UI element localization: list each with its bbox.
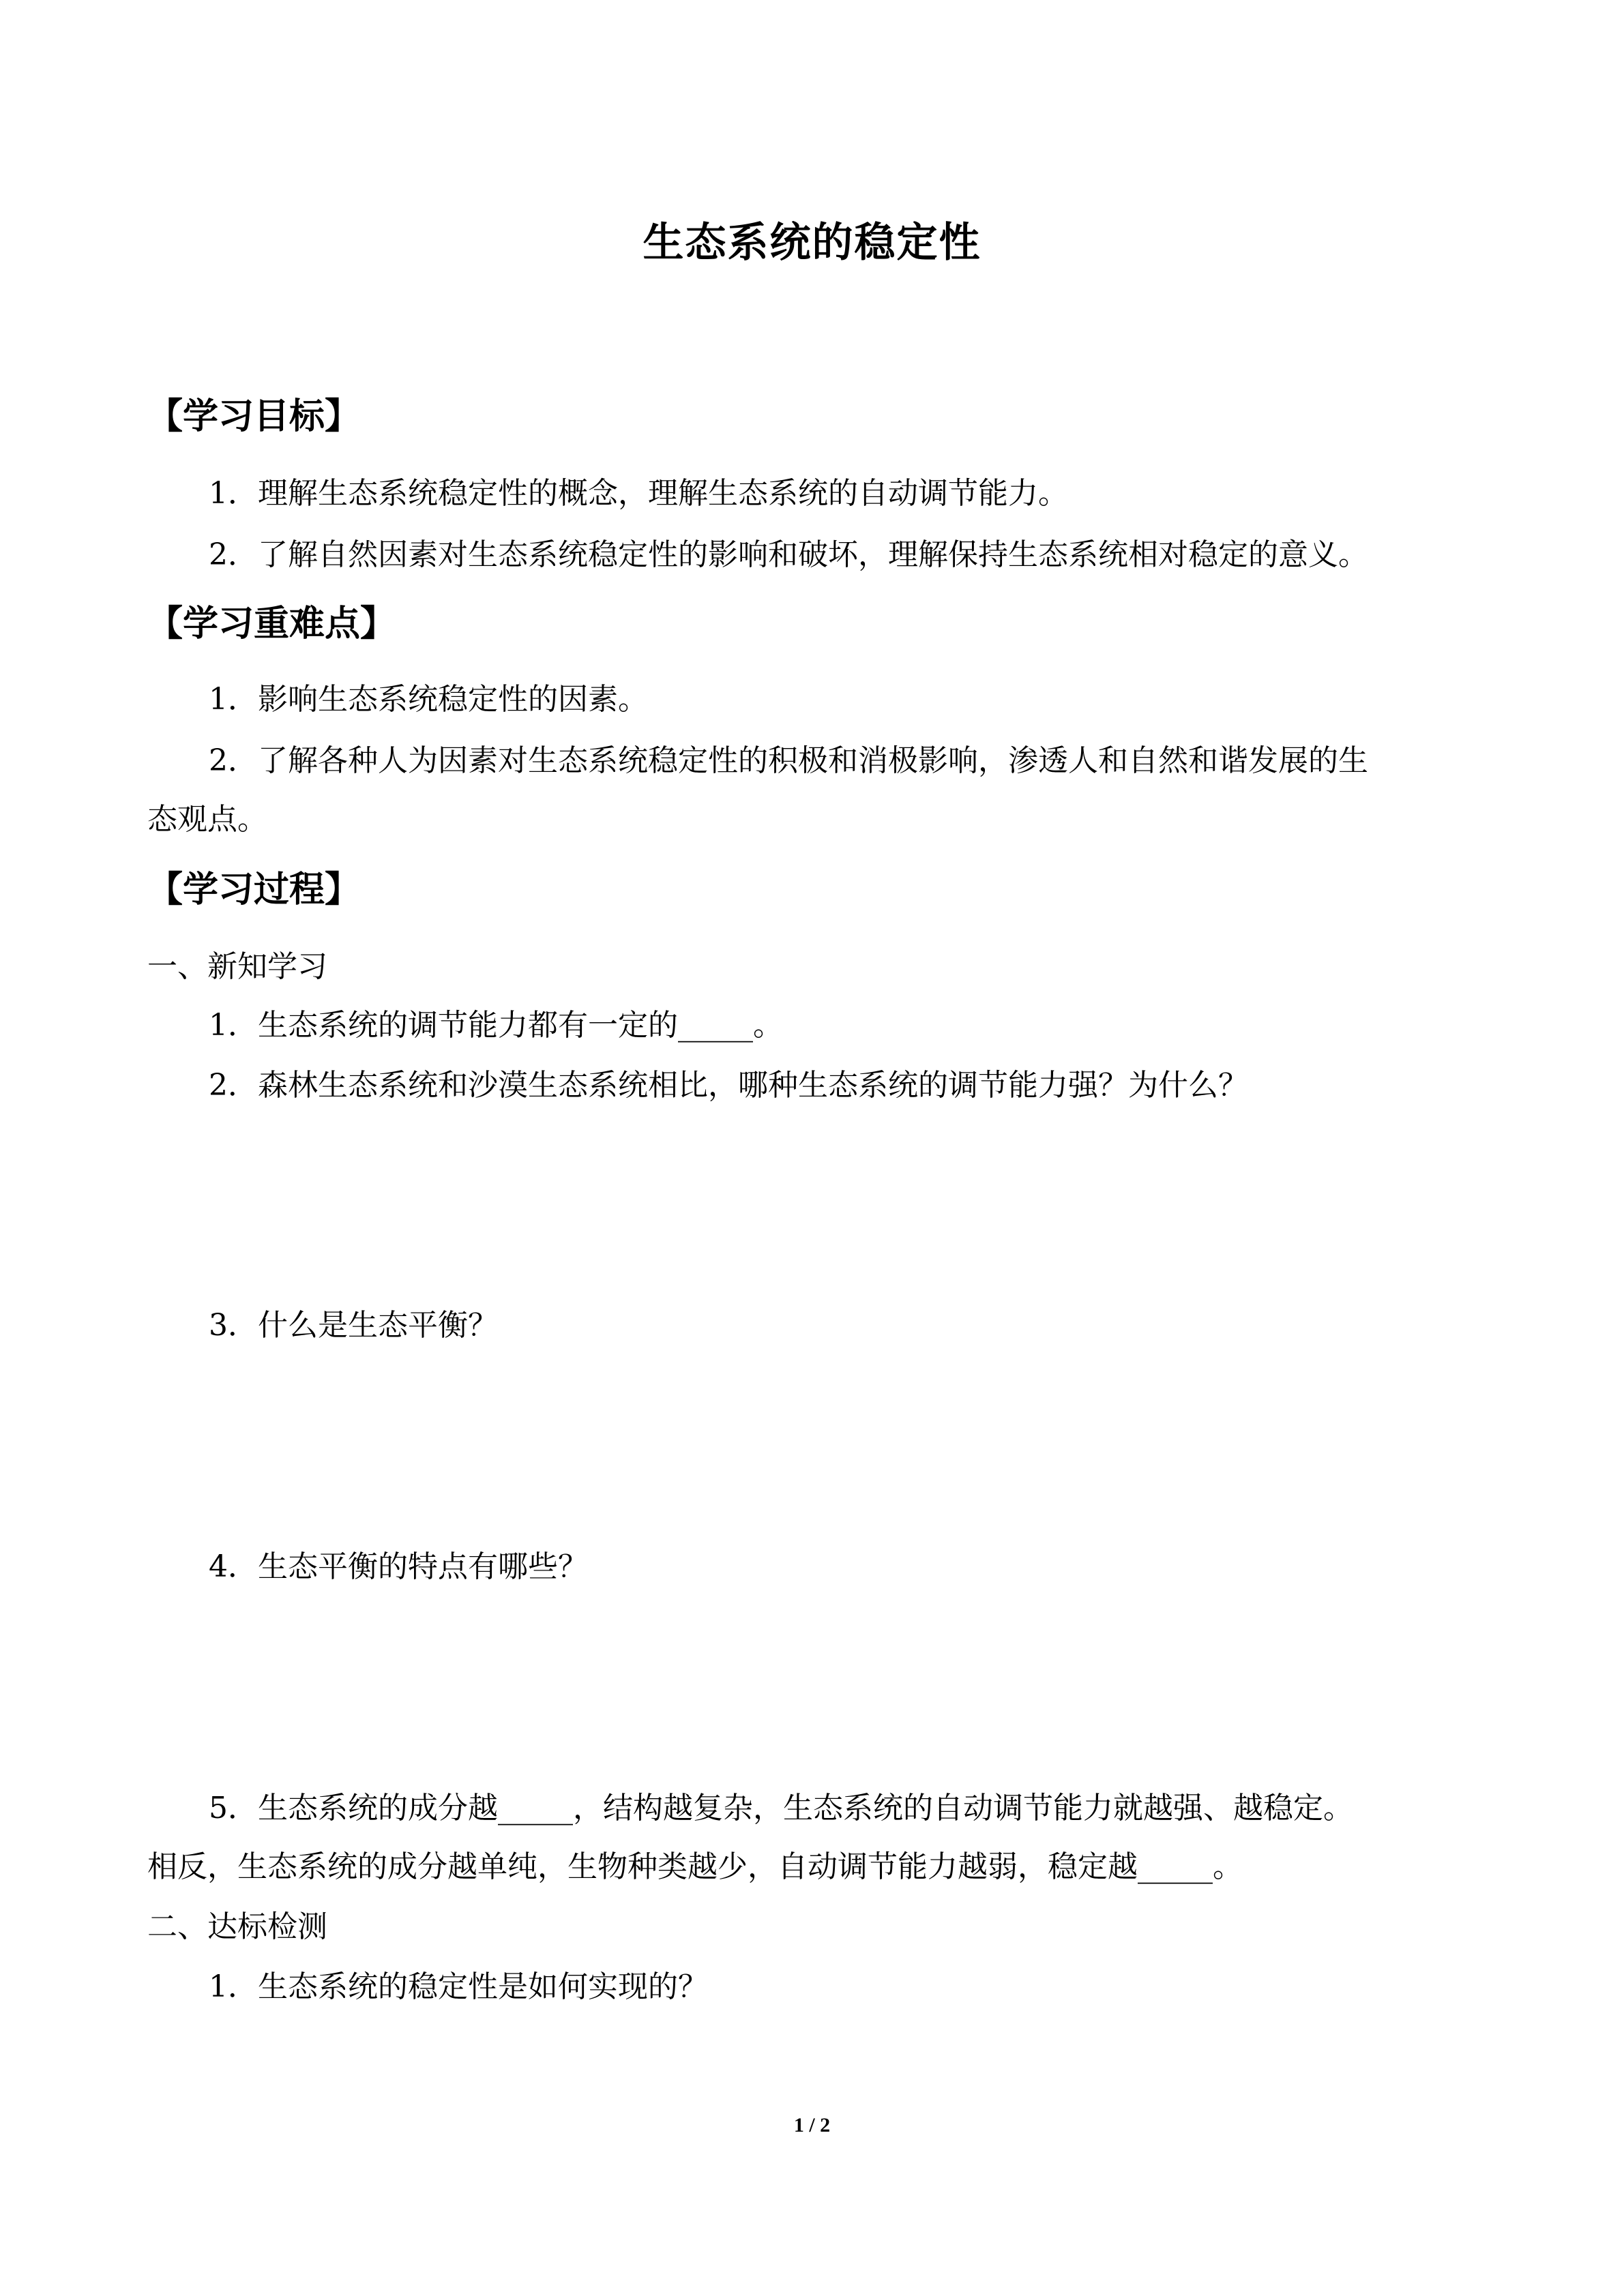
- question-5: 5．生态系统的成分越_____，结构越复杂，生态系统的自动调节能力就越强、越稳定。: [209, 1791, 1353, 1825]
- part2-title: 二、达标检测: [147, 1909, 327, 1944]
- objective-item-2: 2．了解自然因素对生态系统稳定性的影响和破坏，理解保持生态系统相对稳定的意义。: [209, 537, 1368, 572]
- question-1: 1．生态系统的调节能力都有一定的_____。: [209, 1008, 783, 1043]
- objective-item-1: 1．理解生态系统稳定性的概念，理解生态系统的自动调节能力。: [209, 476, 1068, 511]
- key-point-item-2-continued: 态观点。: [147, 802, 267, 837]
- question-3: 3．什么是生态平衡？: [209, 1308, 498, 1343]
- page-number: 1 / 2: [793, 2114, 831, 2136]
- question-4: 4．生态平衡的特点有哪些？: [209, 1549, 588, 1584]
- process-heading: 【学习过程】: [147, 869, 361, 910]
- page-title: 生态系统的稳定性: [643, 219, 981, 267]
- key-point-item-1: 1．影响生态系统稳定性的因素。: [209, 682, 648, 717]
- check-question-1: 1．生态系统的稳定性是如何实现的？: [209, 1969, 708, 2004]
- question-2: 2．森林生态系统和沙漠生态系统相比，哪种生态系统的调节能力强？为什么？: [209, 1068, 1248, 1103]
- key-point-item-2: 2．了解各种人为因素对生态系统稳定性的积极和消极影响，渗透人和自然和谐发展的生: [209, 743, 1368, 778]
- part1-title: 一、新知学习: [147, 949, 327, 984]
- objectives-heading: 【学习目标】: [147, 396, 361, 437]
- question-5-continued: 相反，生态系统的成分越单纯，生物种类越少，自动调节能力越弱，稳定越_____。: [147, 1849, 1243, 1884]
- key-points-heading: 【学习重难点】: [147, 603, 396, 644]
